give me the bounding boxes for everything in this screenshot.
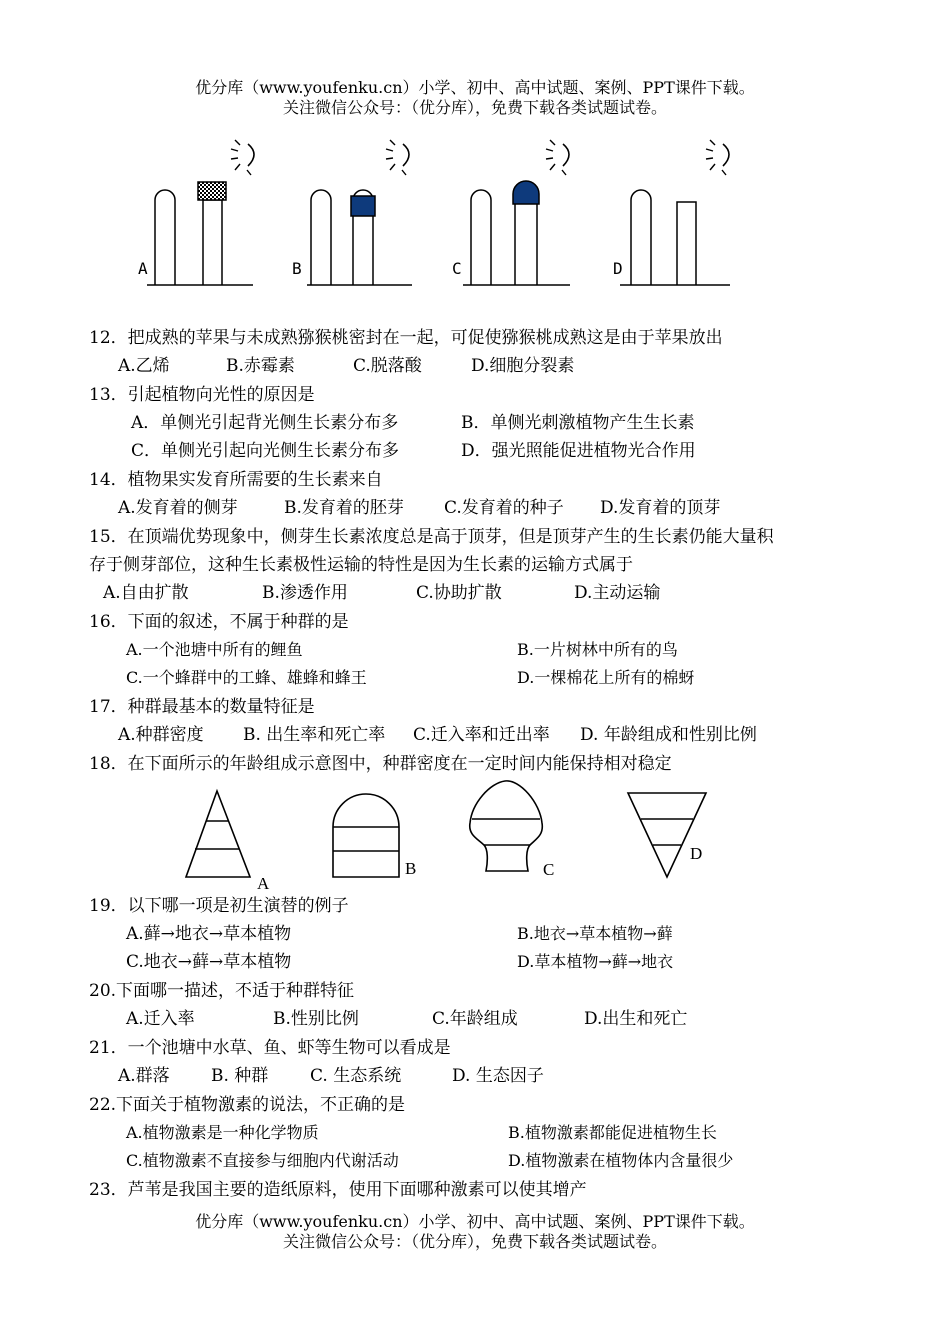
q16-option-b: B.一片树林中所有的鸟: [517, 640, 678, 659]
q15-option-d: D.主动运输: [574, 583, 661, 603]
q14-option-d: D.发育着的顶芽: [600, 498, 721, 518]
q15-stem-line1: 15．在顶端优势现象中，侧芽生长素浓度总是高于顶芽，但是顶芽产生的生长素仍能大量积: [89, 527, 774, 547]
q13-option-b: B．单侧光刺激植物产生生长素: [461, 413, 695, 433]
q21-stem: 21．一个池塘中水草、鱼、虾等生物可以看成是: [89, 1038, 451, 1058]
q15-stem-line2: 存于侧芽部位，这种生长素极性运输的特性是因为生长素的运输方式属于: [89, 555, 633, 575]
q20-option-c: C.年龄组成: [432, 1009, 518, 1029]
coleoptile-group-b: [292, 140, 412, 285]
q12-option-c: C.脱落酸: [353, 356, 422, 376]
q14-stem: 14．植物果实发育所需要的生长素来自: [89, 470, 383, 490]
q21-option-a: A.群落: [118, 1066, 170, 1086]
q17-option-b: B. 出生率和死亡率: [243, 725, 386, 745]
q20-stem: 20.下面哪一描述，不适于种群特征: [89, 981, 355, 1001]
q16-option-d: D.一棵棉花上所有的棉蚜: [517, 668, 695, 687]
coleoptile-label-b: B: [292, 259, 302, 278]
q12-option-a: A.乙烯: [118, 356, 170, 376]
q22-option-d: D.植物激素在植物体内含量很少: [508, 1151, 734, 1170]
coleoptile-label-a: A: [138, 259, 148, 278]
age-pyramid-label-b: B: [405, 859, 417, 878]
q22-option-c: C.植物激素不直接参与细胞内代谢活动: [126, 1151, 399, 1170]
q13-stem: 13．引起植物向光性的原因是: [89, 385, 315, 405]
q23-stem: 23．芦苇是我国主要的造纸原料，使用下面哪种激素可以使其增产: [89, 1180, 587, 1200]
q19-stem: 19．以下哪一项是初生演替的例子: [89, 896, 349, 916]
q17-option-c: C.迁入率和迁出率: [413, 725, 550, 745]
q17-option-a: A.种群密度: [118, 725, 204, 745]
q22-option-a: A.植物激素是一种化学物质: [126, 1123, 319, 1142]
q12-option-d: D.细胞分裂素: [471, 356, 575, 376]
q20-option-d: D.出生和死亡: [584, 1009, 688, 1029]
q14-option-b: B.发育着的胚芽: [284, 498, 404, 518]
q19-option-a: A.藓→地衣→草本植物: [126, 924, 292, 944]
header-line-1: 优分库（www.youfenku.cn）小学、初中、高中试题、案例、PPT课件下载。: [195, 78, 755, 97]
coleoptile-group-a: [138, 140, 254, 285]
q18-stem: 18．在下面所示的年龄组成示意图中，种群密度在一定时间内能保持相对稳定: [89, 754, 672, 774]
q21-option-c: C. 生态系统: [310, 1066, 402, 1086]
q14-option-c: C.发育着的种子: [444, 498, 564, 518]
q22-option-b: B.植物激素都能促进植物生长: [508, 1123, 717, 1142]
q19-option-c: C.地衣→藓→草本植物: [126, 952, 292, 972]
age-pyramid-label-d: D: [690, 844, 703, 863]
q19-option-b: B.地衣→草本植物→藓: [517, 924, 673, 943]
age-pyramid-label-c: C: [543, 860, 555, 879]
q15-option-b: B.渗透作用: [262, 583, 348, 603]
age-pyramid-c: [470, 781, 543, 871]
coleoptile-figure: [0, 140, 950, 300]
q20-option-a: A.迁入率: [126, 1009, 195, 1029]
age-pyramid-b: [333, 794, 399, 877]
q14-option-a: A.发育着的侧芽: [118, 498, 238, 518]
q12-stem: 12．把成熟的苹果与未成熟猕猴桃密封在一起，可促使猕猴桃成熟这是由于苹果放出: [89, 328, 723, 348]
q15-option-c: C.协助扩散: [416, 583, 502, 603]
q17-option-d: D. 年龄组成和性别比例: [580, 725, 757, 745]
coleoptile-group-d: [613, 140, 730, 285]
q15-option-a: A.自由扩散: [103, 583, 189, 603]
q20-option-b: B.性别比例: [273, 1009, 359, 1029]
header-line-2: 关注微信公众号：（优分库），免费下载各类试题试卷。: [282, 98, 667, 117]
age-pyramid-a: [186, 791, 250, 877]
footer-line-2: 关注微信公众号：（优分库），免费下载各类试题试卷。: [282, 1232, 667, 1251]
q16-option-a: A.一个池塘中所有的鲤鱼: [126, 640, 303, 659]
q19-option-d: D.草本植物→藓→地衣: [517, 952, 674, 971]
age-pyramid-d: [628, 793, 706, 877]
coleoptile-label-c: C: [452, 259, 462, 278]
coleoptile-label-d: D: [613, 259, 623, 278]
q22-stem: 22.下面关于植物激素的说法，不正确的是: [89, 1095, 406, 1115]
q13-option-c: C．单侧光引起向光侧生长素分布多: [131, 441, 400, 461]
age-pyramid-label-a: A: [257, 874, 270, 893]
q17-stem: 17．种群最基本的数量特征是: [89, 697, 315, 717]
q13-option-a: A．单侧光引起背光侧生长素分布多: [131, 413, 399, 433]
q13-option-d: D．强光照能促进植物光合作用: [461, 441, 696, 461]
q12-option-b: B.赤霉素: [226, 356, 295, 376]
q16-option-c: C.一个蜂群中的工蜂、雄蜂和蜂王: [126, 668, 367, 687]
age-structure-figure: [0, 775, 950, 895]
coleoptile-group-c: [452, 140, 570, 285]
q16-stem: 16．下面的叙述，不属于种群的是: [89, 612, 349, 632]
q21-option-d: D. 生态因子: [452, 1066, 544, 1086]
footer-line-1: 优分库（www.youfenku.cn）小学、初中、高中试题、案例、PPT课件下载。: [195, 1212, 755, 1231]
q21-option-b: B. 种群: [211, 1066, 269, 1086]
